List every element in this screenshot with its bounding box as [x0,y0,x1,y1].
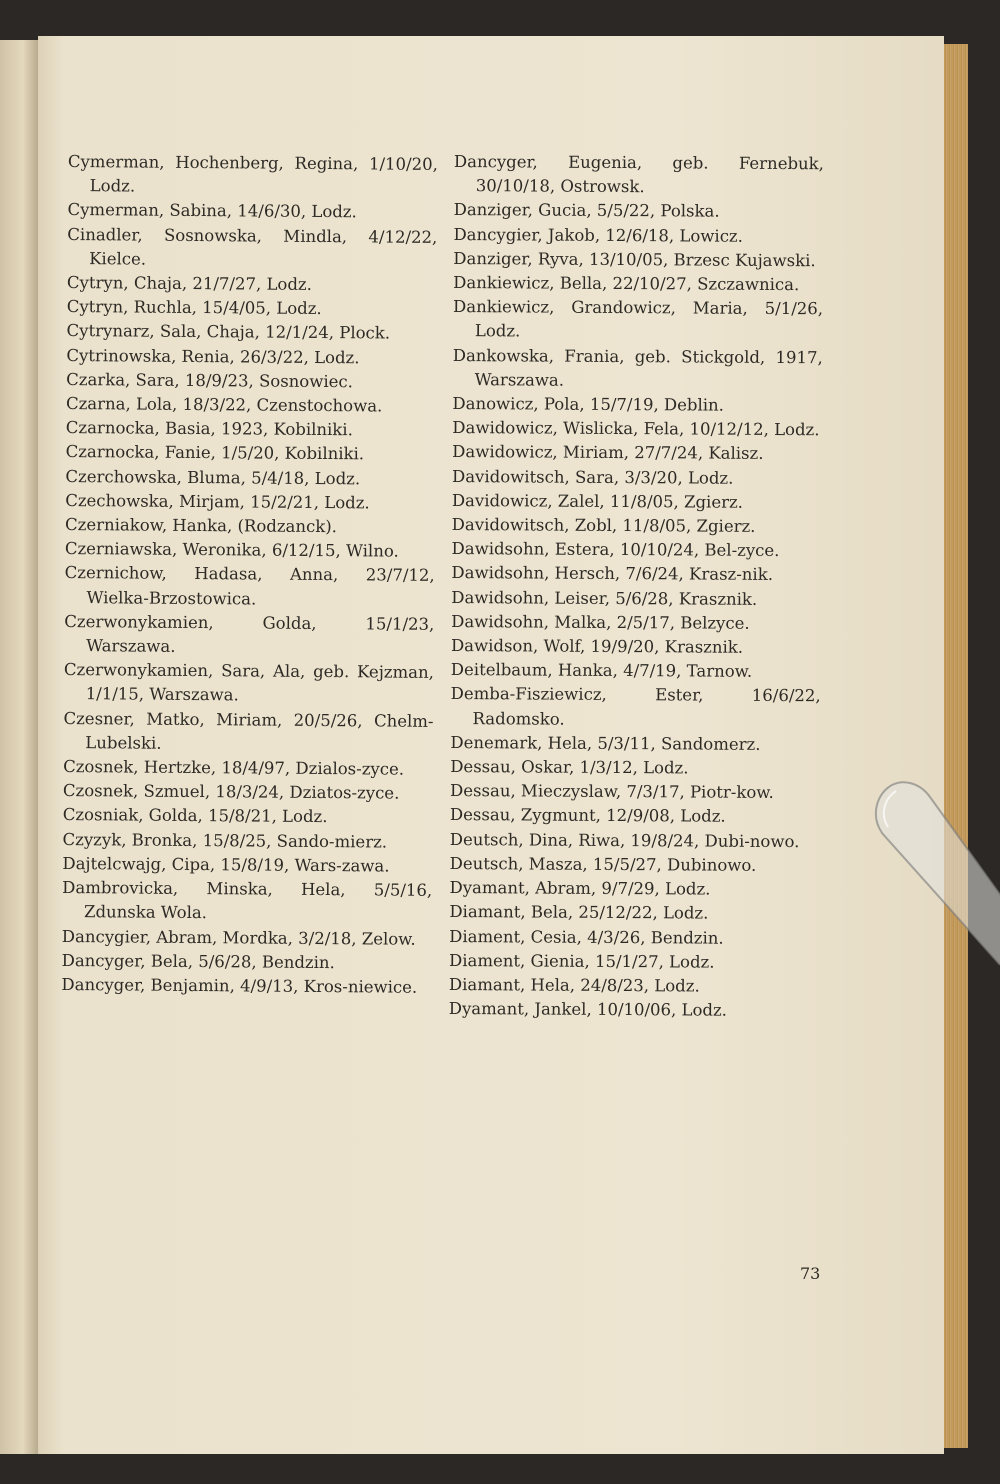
list-entry: Dancyger, Bela, 5/6/28, Bendzin. [61,950,335,972]
facing-page-edge [0,40,38,1454]
list-entry: Cymerman, Hochenberg, Regina, 1/10/20, Lodz. [67,151,438,196]
list-entry: Czosnek, Hertzke, 18/4/97, Dzialos-zyce. [63,757,405,779]
list-entry: Czarna, Lola, 18/3/22, Czenstochowa. [65,394,383,416]
list-entry: Dancygier, Abram, Mordka, 3/2/18, Zelow. [61,926,416,949]
list-entry: Dessau, Mieczyslaw, 7/3/17, Piotr-kow. [450,781,774,803]
list-entry: Czarnocka, Basia, 1923, Kobilniki. [65,418,353,440]
list-entry: Deutsch, Masza, 15/5/27, Dubinowo. [449,853,757,875]
list-entry: Dyamant, Jankel, 10/10/06, Lodz. [448,999,728,1020]
list-entry: Dankiewicz, Grandowicz, Maria, 5/1/26, Lodz. [452,297,824,341]
list-entry: Czarnocka, Fanie, 1/5/20, Kobilniki. [65,442,365,464]
list-entry: Czosniak, Golda, 15/8/21, Lodz. [62,805,328,827]
list-entry: Davidowitsch, Sara, 3/3/20, Lodz. [451,466,734,488]
list-entry: Danziger, Gucia, 5/5/22, Polska. [453,200,720,222]
list-entry: Dancyger, Eugenia, geb. Fernebuk, 30/10/18, Ostrowsk. [453,151,824,197]
list-entry: Dawidsohn, Hersch, 7/6/24, Krasz-nik. [451,563,774,585]
list-entry: Denemark, Hela, 5/3/11, Sandomerz. [450,732,761,754]
list-entry: Czernichow, Hadasa, Anna, 23/7/12, Wielka-Brzostowica. [64,563,435,609]
list-entry: Dankiewicz, Bella, 22/10/27, Szczawnica. [453,273,800,295]
list-entry: Dawidowicz, Miriam, 27/7/24, Kalisz. [452,442,764,464]
page-number: 73 [800,1264,821,1283]
list-entry: Czerniakow, Hanka, (Rodzanck). [64,515,338,537]
list-entry: Dessau, Oskar, 1/3/12, Lodz. [450,757,689,778]
list-entry: Czerwonykamien, Sara, Ala, geb. Kejzman, 1/1/15, Warszawa. [63,660,434,705]
list-entry: Demba-Fisziewicz, Ester, 16/6/22, Radomsko. [450,684,821,729]
list-entry: Dawidsohn, Leiser, 5/6/28, Krasznik. [451,587,758,609]
list-entry: Czyzyk, Bronka, 15/8/25, Sando-mierz. [62,829,388,852]
list-entry: Dawidsohn, Estera, 10/10/24, Bel-zyce. [451,539,780,561]
page-stack-edge [944,44,968,1448]
list-entry: Dyamant, Abram, 9/7/29, Lodz. [449,878,711,899]
list-entry: Deitelbaum, Hanka, 4/7/19, Tarnow. [450,660,753,682]
list-entry: Danziger, Ryva, 13/10/05, Brzesc Kujawski. [453,248,816,271]
list-entry: Diament, Cesia, 4/3/26, Bendzin. [449,926,724,948]
list-entry: Cinadler, Sosnowska, Mindla, 4/12/22, Kielce. [67,224,438,269]
list-entry: Dancygier, Jakob, 12/6/18, Lowicz. [453,224,743,246]
list-entry: Cytryn, Ruchla, 15/4/05, Lodz. [66,297,322,319]
list-entry: Czosnek, Szmuel, 18/3/24, Dziatos-zyce. [62,781,400,803]
list-entry: Cymerman, Sabina, 14/6/30, Lodz. [67,200,357,222]
list-entry: Czerniawska, Weronika, 6/12/15, Wilno. [64,539,399,561]
list-entry: Dancyger, Benjamin, 4/9/13, Kros-niewice. [61,974,418,997]
right-column [449,150,824,1024]
list-entry: Diamant, Hela, 24/8/23, Lodz. [448,974,700,996]
list-entry: Czesner, Matko, Miriam, 20/5/26, Chelm-Lubelski. [63,708,434,753]
list-entry: Czerwonykamien, Golda, 15/1/23, Warszawa. [64,611,435,656]
left-column [61,150,438,1000]
list-entry: Czerchowska, Bluma, 5/4/18, Lodz. [65,466,361,488]
list-entry: Cytrynarz, Sala, Chaja, 12/1/24, Plock. [66,321,391,343]
list-entry: Dankowska, Frania, geb. Stickgold, 1917, Warszawa. [452,345,823,390]
list-entry: Deutsch, Dina, Riwa, 19/8/24, Dubi-nowo. [449,829,800,851]
list-entry: Dawidson, Wolf, 19/9/20, Krasznik. [450,636,744,657]
list-entry: Diament, Gienia, 15/1/27, Lodz. [448,950,715,972]
list-entry: Danowicz, Pola, 15/7/19, Deblin. [452,394,725,415]
list-entry: Dawidsohn, Malka, 2/5/17, Belzyce. [451,611,750,633]
list-entry: Dajtelcwajg, Cipa, 15/8/19, Wars-zawa. [62,853,390,876]
list-entry: Davidowitsch, Zobl, 11/8/05, Zgierz. [451,515,756,536]
list-entry: Cytrinowska, Renia, 26/3/22, Lodz. [66,345,360,367]
list-entry: Dawidowicz, Wislicka, Fela, 10/12/12, Lodz. [452,418,820,440]
list-entry: Czarka, Sara, 18/9/23, Sosnowiec. [66,369,354,392]
list-entry: Cytryn, Chaja, 21/7/27, Lodz. [66,273,312,294]
list-entry: Diamant, Bela, 25/12/22, Lodz. [449,902,709,923]
list-entry: Dambrovicka, Minska, Hela, 5/5/16, Zdunska Wola. [62,878,433,923]
list-entry: Czechowska, Mirjam, 15/2/21, Lodz. [65,490,370,513]
list-entry: Dessau, Zygmunt, 12/9/08, Lodz. [449,805,726,827]
list-entry: Davidowicz, Zalel, 11/8/05, Zgierz. [451,490,744,512]
